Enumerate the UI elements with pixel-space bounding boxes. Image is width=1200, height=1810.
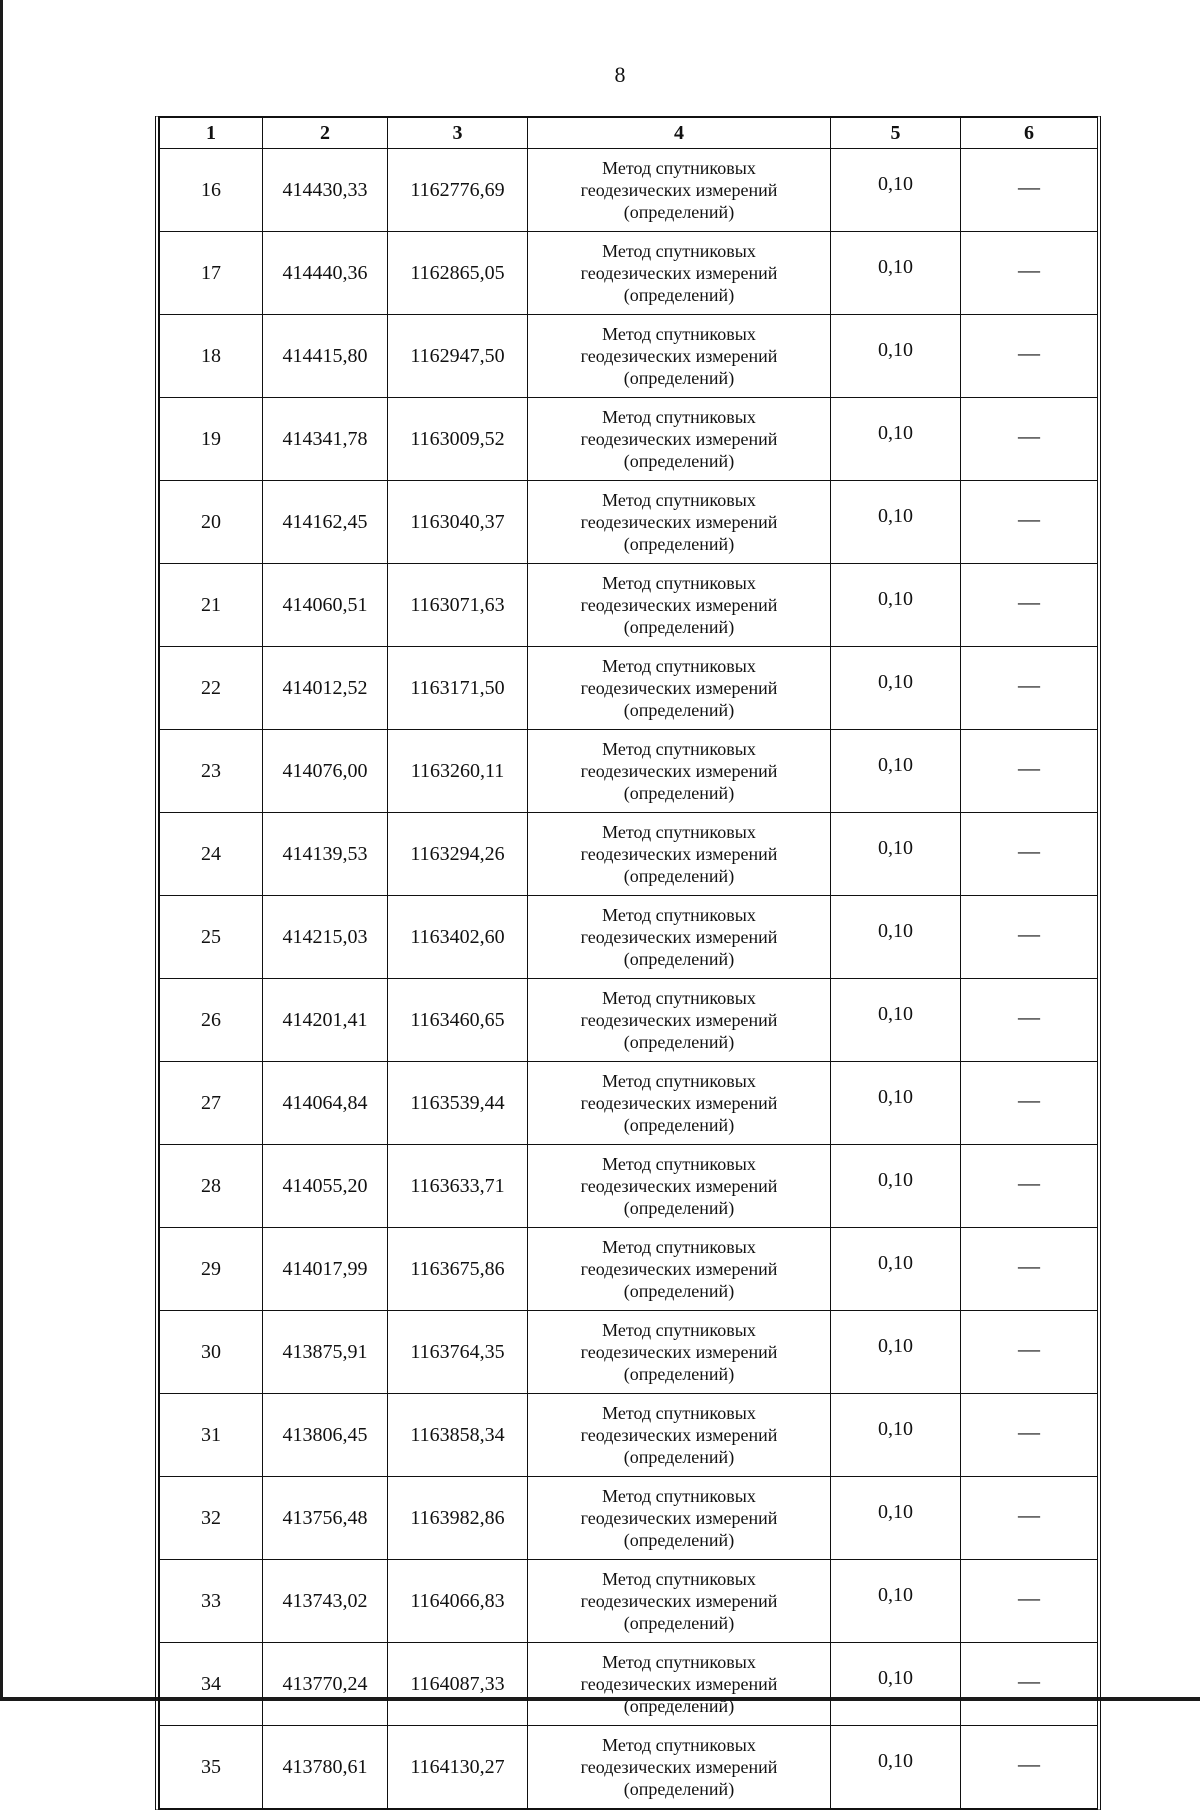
table-row bbox=[160, 730, 1098, 813]
y-coordinate-cell: 1164066,83 bbox=[388, 1560, 528, 1643]
method-line: Метод спутниковых bbox=[602, 656, 756, 676]
page-number: 8 bbox=[614, 62, 626, 87]
method-line: (определений) bbox=[623, 368, 735, 388]
method-line: (определений) bbox=[623, 1696, 735, 1716]
note-cell: — bbox=[961, 564, 1098, 647]
method-cell bbox=[528, 1477, 831, 1560]
note-cell: — bbox=[961, 1726, 1098, 1809]
accuracy-cell: 0,10 bbox=[831, 149, 961, 232]
method-line: Метод спутниковых bbox=[602, 1403, 756, 1423]
point-number-cell: 33 bbox=[160, 1560, 263, 1643]
method-line: геодезических измерений bbox=[580, 927, 778, 947]
method-line: Метод спутниковых bbox=[602, 324, 756, 344]
point-number-cell: 32 bbox=[160, 1477, 263, 1560]
method-line: Метод спутниковых bbox=[602, 1320, 756, 1340]
x-coordinate-cell: 414055,20 bbox=[263, 1145, 388, 1228]
column-header-3: 3 bbox=[388, 118, 528, 149]
x-coordinate-cell: 414215,03 bbox=[263, 896, 388, 979]
note-cell: — bbox=[961, 481, 1098, 564]
y-coordinate-cell: 1164130,27 bbox=[388, 1726, 528, 1809]
y-coordinate-cell: 1163675,86 bbox=[388, 1228, 528, 1311]
method-line: Метод спутниковых bbox=[602, 1154, 756, 1174]
y-coordinate-cell: 1162865,05 bbox=[388, 232, 528, 315]
table-row bbox=[160, 1145, 1098, 1228]
accuracy-cell: 0,10 bbox=[831, 315, 961, 398]
table-row bbox=[160, 1394, 1098, 1477]
x-coordinate-cell: 414064,84 bbox=[263, 1062, 388, 1145]
note-cell: — bbox=[961, 232, 1098, 315]
method-line: геодезических измерений bbox=[580, 1342, 778, 1362]
y-coordinate-cell: 1162776,69 bbox=[388, 149, 528, 232]
method-cell bbox=[528, 149, 831, 232]
method-line: геодезических измерений bbox=[580, 595, 778, 615]
method-line: Метод спутниковых bbox=[602, 490, 756, 510]
point-number-cell: 34 bbox=[160, 1643, 263, 1726]
method-line: Метод спутниковых bbox=[602, 241, 756, 261]
point-number-cell: 27 bbox=[160, 1062, 263, 1145]
table-header-row bbox=[160, 118, 1098, 149]
method-line: (определений) bbox=[623, 949, 735, 969]
method-line: (определений) bbox=[623, 866, 735, 886]
table-body bbox=[160, 149, 1098, 1809]
x-coordinate-cell: 414415,80 bbox=[263, 315, 388, 398]
method-line: Метод спутниковых bbox=[602, 1486, 756, 1506]
method-line: (определений) bbox=[623, 1198, 735, 1218]
method-line: (определений) bbox=[623, 1364, 735, 1384]
method-cell bbox=[528, 1228, 831, 1311]
column-header-6: 6 bbox=[961, 118, 1098, 149]
note-cell: — bbox=[961, 1643, 1098, 1726]
y-coordinate-cell: 1163294,26 bbox=[388, 813, 528, 896]
method-line: Метод спутниковых bbox=[602, 1652, 756, 1672]
method-line: (определений) bbox=[623, 202, 735, 222]
method-cell bbox=[528, 398, 831, 481]
accuracy-cell: 0,10 bbox=[831, 1145, 961, 1228]
table-row bbox=[160, 1062, 1098, 1145]
accuracy-cell: 0,10 bbox=[831, 232, 961, 315]
y-coordinate-cell: 1163539,44 bbox=[388, 1062, 528, 1145]
note-cell: — bbox=[961, 647, 1098, 730]
method-cell bbox=[528, 315, 831, 398]
accuracy-cell: 0,10 bbox=[831, 979, 961, 1062]
table-row bbox=[160, 149, 1098, 232]
method-line: (определений) bbox=[623, 451, 735, 471]
method-line: геодезических измерений bbox=[580, 180, 778, 200]
note-cell: — bbox=[961, 896, 1098, 979]
accuracy-cell: 0,10 bbox=[831, 896, 961, 979]
point-number-cell: 25 bbox=[160, 896, 263, 979]
x-coordinate-cell: 414076,00 bbox=[263, 730, 388, 813]
point-number-cell: 18 bbox=[160, 315, 263, 398]
method-line: (определений) bbox=[623, 1779, 735, 1799]
x-coordinate-cell: 414201,41 bbox=[263, 979, 388, 1062]
method-line: геодезических измерений bbox=[580, 844, 778, 864]
method-line: Метод спутниковых bbox=[602, 158, 756, 178]
method-line: геодезических измерений bbox=[580, 678, 778, 698]
method-line: Метод спутниковых bbox=[602, 988, 756, 1008]
coordinates-table bbox=[159, 117, 1098, 1809]
note-cell: — bbox=[961, 1477, 1098, 1560]
table-row bbox=[160, 1643, 1098, 1726]
method-line: Метод спутниковых bbox=[602, 573, 756, 593]
x-coordinate-cell: 414162,45 bbox=[263, 481, 388, 564]
point-number-cell: 16 bbox=[160, 149, 263, 232]
accuracy-cell: 0,10 bbox=[831, 398, 961, 481]
method-line: Метод спутниковых bbox=[602, 739, 756, 759]
note-cell: — bbox=[961, 1394, 1098, 1477]
method-cell bbox=[528, 1394, 831, 1477]
y-coordinate-cell: 1164087,33 bbox=[388, 1643, 528, 1726]
x-coordinate-cell: 414012,52 bbox=[263, 647, 388, 730]
method-line: Метод спутниковых bbox=[602, 407, 756, 427]
point-number-cell: 21 bbox=[160, 564, 263, 647]
method-line: геодезических измерений bbox=[580, 1093, 778, 1113]
x-coordinate-cell: 413780,61 bbox=[263, 1726, 388, 1809]
method-line: геодезических измерений bbox=[580, 1259, 778, 1279]
accuracy-cell: 0,10 bbox=[831, 1726, 961, 1809]
method-line: (определений) bbox=[623, 285, 735, 305]
table-row bbox=[160, 481, 1098, 564]
x-coordinate-cell: 414017,99 bbox=[263, 1228, 388, 1311]
point-number-cell: 31 bbox=[160, 1394, 263, 1477]
method-line: (определений) bbox=[623, 783, 735, 803]
table-row bbox=[160, 1228, 1098, 1311]
point-number-cell: 30 bbox=[160, 1311, 263, 1394]
method-cell bbox=[528, 1560, 831, 1643]
point-number-cell: 35 bbox=[160, 1726, 263, 1809]
accuracy-cell: 0,10 bbox=[831, 730, 961, 813]
method-line: (определений) bbox=[623, 1613, 735, 1633]
method-line: геодезических измерений bbox=[580, 1674, 778, 1694]
table-row bbox=[160, 813, 1098, 896]
method-line: геодезических измерений bbox=[580, 263, 778, 283]
method-cell bbox=[528, 1726, 831, 1809]
y-coordinate-cell: 1163071,63 bbox=[388, 564, 528, 647]
point-number-cell: 29 bbox=[160, 1228, 263, 1311]
method-line: геодезических измерений bbox=[580, 429, 778, 449]
method-line: Метод спутниковых bbox=[602, 1569, 756, 1589]
point-number-cell: 22 bbox=[160, 647, 263, 730]
y-coordinate-cell: 1163460,65 bbox=[388, 979, 528, 1062]
note-cell: — bbox=[961, 149, 1098, 232]
method-line: геодезических измерений bbox=[580, 1425, 778, 1445]
accuracy-cell: 0,10 bbox=[831, 647, 961, 730]
method-cell bbox=[528, 232, 831, 315]
method-line: Метод спутниковых bbox=[602, 1735, 756, 1755]
accuracy-cell: 0,10 bbox=[831, 813, 961, 896]
accuracy-cell: 0,10 bbox=[831, 1643, 961, 1726]
y-coordinate-cell: 1163009,52 bbox=[388, 398, 528, 481]
point-number-cell: 19 bbox=[160, 398, 263, 481]
method-line: Метод спутниковых bbox=[602, 1237, 756, 1257]
method-line: (определений) bbox=[623, 617, 735, 637]
table-row bbox=[160, 315, 1098, 398]
method-line: (определений) bbox=[623, 534, 735, 554]
accuracy-cell: 0,10 bbox=[831, 481, 961, 564]
method-line: геодезических измерений bbox=[580, 1176, 778, 1196]
point-number-cell: 20 bbox=[160, 481, 263, 564]
x-coordinate-cell: 414139,53 bbox=[263, 813, 388, 896]
table-row bbox=[160, 1560, 1098, 1643]
column-header-1: 1 bbox=[160, 118, 263, 149]
y-coordinate-cell: 1163171,50 bbox=[388, 647, 528, 730]
table-row bbox=[160, 398, 1098, 481]
note-cell: — bbox=[961, 1311, 1098, 1394]
accuracy-cell: 0,10 bbox=[831, 1228, 961, 1311]
method-line: геодезических измерений bbox=[580, 512, 778, 532]
method-line: (определений) bbox=[623, 1281, 735, 1301]
note-cell: — bbox=[961, 1062, 1098, 1145]
note-cell: — bbox=[961, 730, 1098, 813]
method-line: геодезических измерений bbox=[580, 761, 778, 781]
accuracy-cell: 0,10 bbox=[831, 1477, 961, 1560]
method-cell bbox=[528, 896, 831, 979]
y-coordinate-cell: 1163764,35 bbox=[388, 1311, 528, 1394]
method-line: геодезических измерений bbox=[580, 346, 778, 366]
method-line: (определений) bbox=[623, 700, 735, 720]
x-coordinate-cell: 414341,78 bbox=[263, 398, 388, 481]
table-row bbox=[160, 896, 1098, 979]
method-line: (определений) bbox=[623, 1032, 735, 1052]
x-coordinate-cell: 413770,24 bbox=[263, 1643, 388, 1726]
method-line: (определений) bbox=[623, 1530, 735, 1550]
table-row bbox=[160, 1726, 1098, 1809]
page-edge-left bbox=[0, 0, 3, 1701]
table-row bbox=[160, 1311, 1098, 1394]
note-cell: — bbox=[961, 1560, 1098, 1643]
point-number-cell: 26 bbox=[160, 979, 263, 1062]
method-line: (определений) bbox=[623, 1447, 735, 1467]
x-coordinate-cell: 413756,48 bbox=[263, 1477, 388, 1560]
note-cell: — bbox=[961, 1228, 1098, 1311]
method-cell bbox=[528, 1145, 831, 1228]
column-header-5: 5 bbox=[831, 118, 961, 149]
point-number-cell: 24 bbox=[160, 813, 263, 896]
method-cell bbox=[528, 979, 831, 1062]
accuracy-cell: 0,10 bbox=[831, 1560, 961, 1643]
table-row bbox=[160, 1477, 1098, 1560]
table-row bbox=[160, 647, 1098, 730]
method-cell bbox=[528, 647, 831, 730]
method-cell bbox=[528, 564, 831, 647]
y-coordinate-cell: 1163858,34 bbox=[388, 1394, 528, 1477]
point-number-cell: 17 bbox=[160, 232, 263, 315]
accuracy-cell: 0,10 bbox=[831, 1394, 961, 1477]
y-coordinate-cell: 1163982,86 bbox=[388, 1477, 528, 1560]
note-cell: — bbox=[961, 1145, 1098, 1228]
method-cell bbox=[528, 481, 831, 564]
note-cell: — bbox=[961, 979, 1098, 1062]
table-row bbox=[160, 564, 1098, 647]
point-number-cell: 28 bbox=[160, 1145, 263, 1228]
method-line: Метод спутниковых bbox=[602, 1071, 756, 1091]
method-cell bbox=[528, 813, 831, 896]
method-line: геодезических измерений bbox=[580, 1757, 778, 1777]
table-row bbox=[160, 979, 1098, 1062]
table-row bbox=[160, 232, 1098, 315]
x-coordinate-cell: 413743,02 bbox=[263, 1560, 388, 1643]
column-header-4: 4 bbox=[528, 118, 831, 149]
y-coordinate-cell: 1163260,11 bbox=[388, 730, 528, 813]
method-line: геодезических измерений bbox=[580, 1508, 778, 1528]
method-line: (определений) bbox=[623, 1115, 735, 1135]
method-cell bbox=[528, 1311, 831, 1394]
accuracy-cell: 0,10 bbox=[831, 1062, 961, 1145]
x-coordinate-cell: 414440,36 bbox=[263, 232, 388, 315]
x-coordinate-cell: 413806,45 bbox=[263, 1394, 388, 1477]
method-line: геодезических измерений bbox=[580, 1591, 778, 1611]
coordinates-table-frame bbox=[155, 116, 1101, 1810]
accuracy-cell: 0,10 bbox=[831, 564, 961, 647]
method-line: Метод спутниковых bbox=[602, 905, 756, 925]
column-header-2: 2 bbox=[263, 118, 388, 149]
method-cell bbox=[528, 730, 831, 813]
y-coordinate-cell: 1162947,50 bbox=[388, 315, 528, 398]
note-cell: — bbox=[961, 315, 1098, 398]
note-cell: — bbox=[961, 398, 1098, 481]
note-cell: — bbox=[961, 813, 1098, 896]
x-coordinate-cell: 413875,91 bbox=[263, 1311, 388, 1394]
method-line: геодезических измерений bbox=[580, 1010, 778, 1030]
method-cell bbox=[528, 1062, 831, 1145]
y-coordinate-cell: 1163040,37 bbox=[388, 481, 528, 564]
accuracy-cell: 0,10 bbox=[831, 1311, 961, 1394]
point-number-cell: 23 bbox=[160, 730, 263, 813]
y-coordinate-cell: 1163402,60 bbox=[388, 896, 528, 979]
x-coordinate-cell: 414060,51 bbox=[263, 564, 388, 647]
y-coordinate-cell: 1163633,71 bbox=[388, 1145, 528, 1228]
x-coordinate-cell: 414430,33 bbox=[263, 149, 388, 232]
method-line: Метод спутниковых bbox=[602, 822, 756, 842]
method-cell bbox=[528, 1643, 831, 1726]
